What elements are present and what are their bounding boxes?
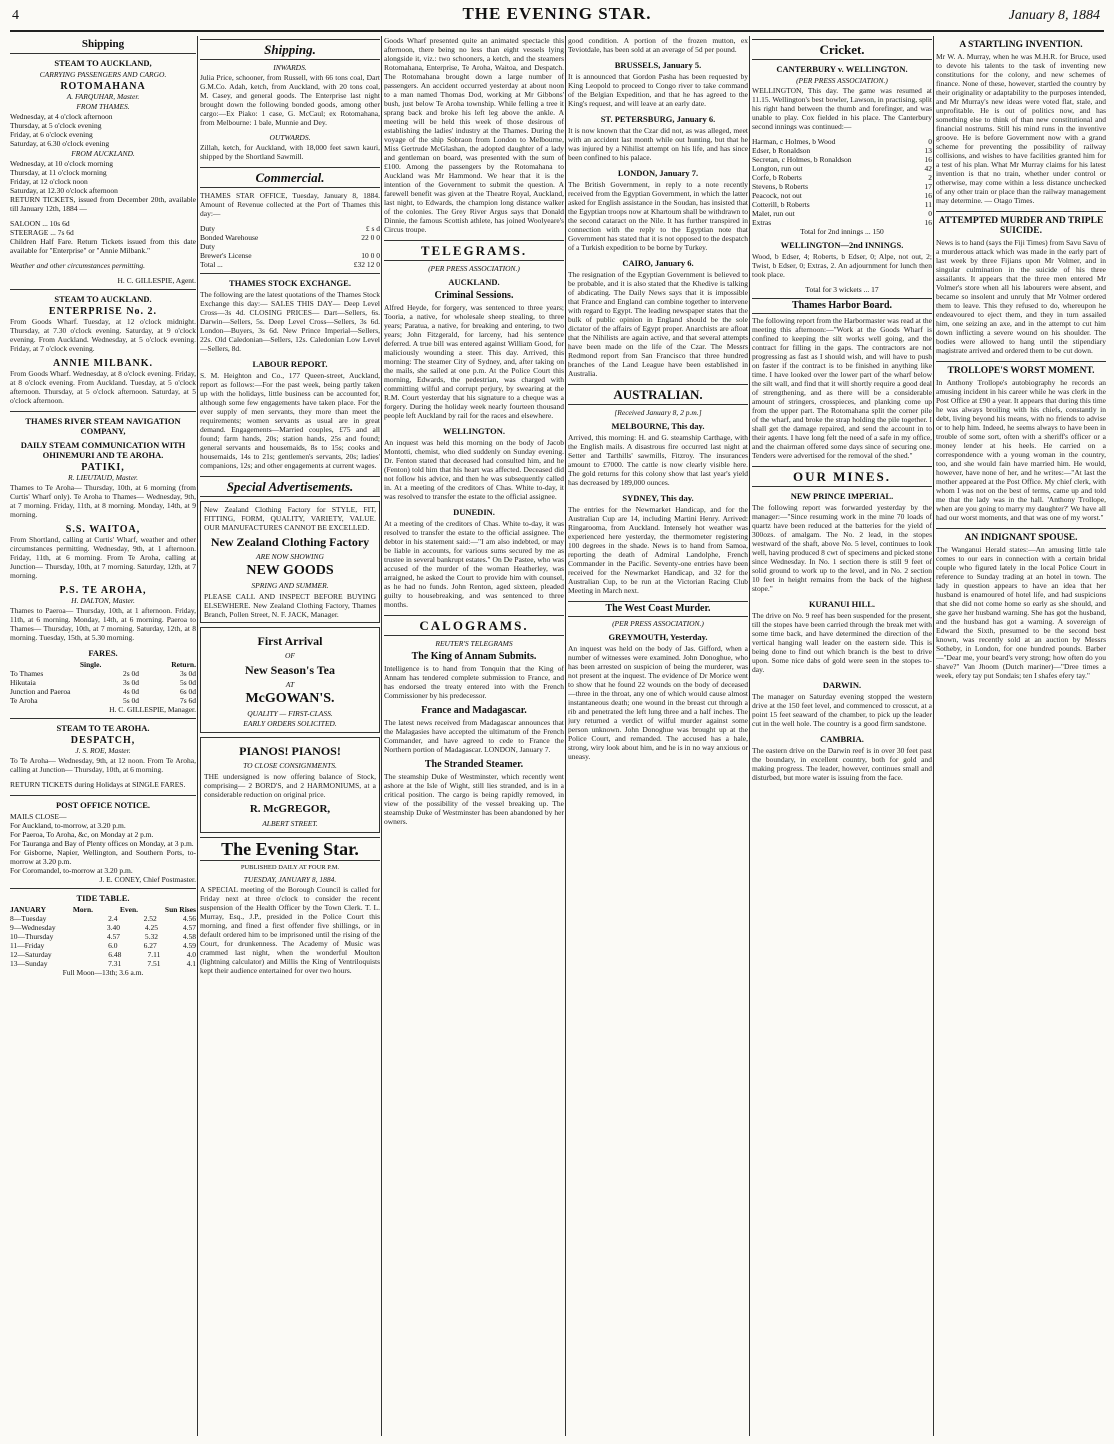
ad-text: PLEASE CALL AND INSPECT BEFORE BUYING ELSEWHERE. New Zealand Clothing Factory, Thames Branch, Pollen Street, N. F. JACK, Manager. (204, 592, 376, 619)
news-text: The steamship Duke of Westminster, which recently went ashore at the Isle of Wight, still lies stranded, and is in a critical position. The cargo is being rapidly removed, in view of the possibility of the vessel breaking up. The steamship Duke of Westminster has been abandoned by her owners. (384, 772, 564, 826)
batsman: Longton, run out (752, 164, 803, 173)
master: R. LIEUTAUD, Master. (67, 473, 139, 482)
labour-text: S. M. Heighton and Co., 177 Queen-street, Auckland, report as follows:—For the past week, being partly taken up with the holidays, little business can be accounted for, although some few engagements have taken place. For the ever supply of men servants, they more than meet the requirements; women servants as usual are in great demand. Engagements—Married couples, £75 and all found; farm hands, 20s; station hands, 25s and found; general servants and housemaids, 8s to 15s; cooks and housemaids, 14s to 21s; gentlemen's servants, 20s; ladies' companions, 12s; and other engagements at current wages. (200, 371, 380, 470)
batsman: Malet, run out (752, 209, 795, 218)
tide-even: 5.32 (144, 932, 158, 941)
schedule-line: Friday, at 12 o'clock noon (10, 177, 88, 186)
schedule-line: Thursday, at 5 o'clock evening (10, 121, 102, 130)
fare-return: 5s 0d (179, 678, 196, 687)
labour-head: LABOUR REPORT. (252, 359, 328, 369)
story-head: France and Madagascar. (421, 705, 527, 716)
news-text: The following report was forwarded yesterday by the manager:—"Since resuming work in the mine 70 loads of quartz have been reduced at the batteries for the yield of 300ozs. of amalgam. The No. 2 lead, in the stopes westward of the shaft, above No. 5 level, continues to look well, having produced 8 cwt of specimens and picked stone since Wednesday. In No. 1 section there is still 9 feet of solid ground to work up to the level, and in No. 2 section 10 feet in height remains from the back of the highest stope." (752, 503, 932, 593)
place-head: WELLINGTON. (443, 426, 505, 436)
column-rule (565, 36, 566, 1436)
tide-sun: 4.1 (186, 959, 196, 968)
shipping-text: Zillah, ketch, for Auckland, with 18,000 feet sawn kauri, shipped by the Shortland Sawmill. (200, 143, 380, 161)
ad-sub: CARRYING PASSENGERS AND CARGO. (39, 70, 167, 79)
batsman: Secretan, c Holmes, b Ronaldson (752, 155, 852, 164)
ad-text: THE undersigned is now offering balance of Stock, comprising— 2 BORD'S, and 2 HARMONIUMS, at a considerable reduction on original price. (204, 772, 376, 799)
news-text: WELLINGTON, This day. The game was resumed at 11.15. Wellington's best bowler, Lawson, in practising, split his right hand between the thumb and forefinger, and was unable to play. Cox fielded in his place. The Canterbury second innings was continued:— (752, 86, 932, 131)
divider (10, 795, 196, 796)
divider (936, 211, 1106, 212)
tide-head: TIDE TABLE. (76, 893, 130, 903)
customs-item: Duty (200, 224, 215, 233)
column-rule (933, 36, 934, 1436)
postmaster: J. E. CONEY, Chief Postmaster. (99, 875, 196, 884)
column-telegrams (384, 36, 564, 1436)
runs: 0 (928, 209, 932, 218)
story-head: A STARTLING INVENTION. (959, 40, 1083, 50)
ad-head: DAILY STEAM COMMUNICATION WITH OHINEMURI AND TE AROHA. (20, 440, 186, 460)
batsman: Stevens, b Roberts (752, 182, 809, 191)
schedule-line: Saturday, at 12.30 o'clock afternoon (10, 186, 118, 195)
dateline: CAIRO, January 6. (622, 258, 694, 268)
news-text: Goods Wharf presented quite an animated spectacle this afternoon, there being no less than eight vessels lying alongside it, viz.: two schooners, a ketch, and the steamers Rotomahana, Enterprise, Te Aroha, Waitoa, and Despatch. The Rotomahana brought down a large number of passengers. An accident occurred yesterday at about noon to a man named Thomas Dod, working at Mr Gibbons' bush, just below Te Aroha township. While felling a tree it sprang back and broke his left leg above the ankle. A meeting will be held this week of those desirous of establishing the ladies' industry at the Thames. During the voyage of the ship Sobraon from London to Melbourne, Miss Gertrude McGlashan, the adopted daughter of a lady and gentleman on board, was presented with the sum of £100. Among the passengers by the Rotomahana to Auckland was Mr Hammond. We hear that it is the intention of the Government to submit the question. A farewell benefit was given at the Theatre Royal, Auckland, last night, to Edwards, the champion long distance walker of the colonies. The Grey River Argus says that Donald Dinnie, the famous Scottish athlete, has joined Woolyeare's Circus troupe. (384, 36, 564, 234)
sub-head: OUTWARDS. (269, 133, 311, 142)
story-head: Thames Harbor Board. (752, 298, 932, 314)
sub-head: (PER PRESS ASSOCIATION.) (796, 76, 888, 85)
customs-item: Brewer's License (200, 251, 252, 260)
schedule-line: Thursday, at 11 o'clock morning (10, 168, 107, 177)
sub-head: INWARDS. (273, 63, 307, 72)
commercial-text: THAMES STAR OFFICE, Tuesday, January 8, 1884. Amount of Revenue collected at the Port of Thames this day:— (200, 191, 380, 218)
fare-single: 3s 0d (122, 678, 139, 687)
fare-single: 4s 0d (122, 687, 139, 696)
news-text: An inquest was held on the body of Jas. Gifford, when a number of witnesses were examined. John Donoghue, who has been arrested on suspicion of being the murderer, was not present at the inquest. The evidence of Dr Morice went to show that he found 22 wounds on the body of deceased—three in the throat, any one of which would cause almost instantaneous death; one wound in the breast cut through a rib and penetrated the left lung three and a half inches. The jury returned a verdict of wilful murder against some person unknown. John Donoghue was brought up at the Police Court, and remanded. The accused has a hale, strong, wiry look about him, and he is in no way anxious or uneasy. (568, 644, 748, 761)
tea-ad (200, 627, 380, 733)
schedule-head: FROM THAMES. (76, 102, 130, 111)
dateline: SYDNEY, This day. (622, 493, 694, 503)
ad-title: R. McGREGOR, (249, 803, 331, 815)
schedule-line: Wednesday, at 10 o'clock morning (10, 159, 113, 168)
tide-day: 11—Friday (10, 941, 45, 950)
customs-row (200, 260, 380, 269)
tide-col: Morn. (72, 905, 94, 914)
ship-name: ENTERPRISE No. 2. (48, 306, 158, 317)
score-row (752, 137, 932, 146)
schedule-line: Wednesday, at 4 o'clock afternoon (10, 112, 113, 121)
customs-amount: £ s d (365, 224, 380, 233)
schedule-text: From Goods Wharf. Tuesday, at 12 o'clock midnight. Thursday, at 7.30 o'clock evening. Saturday, at 9 o'clock evening. From Auckland. Wednesday, at 5 o'clock evening. Friday, at 7 o'clock evening. (10, 317, 196, 353)
news-text: In Anthony Trollope's autobiography he records an amusing incident in his career while he was clerk in the Post Office at £90 a year. It appears that during this time he was always broiling with his chiefs, constantly in debt, living beyond his means, with no friends to advise or to help him. Indeed, he seems always to have been in trouble of some sort, often with a sheriff's officer or a money lender at his heels. He carried on a correspondence with a young woman in the country, too, and she would fain have married him. He would, however, have none of her, and he writes:—"At last the mother appeared at the Post Office. My chief clerk, with whom I was not on the best of terms, came up and told me that the lady was in the hall. 'Anthony Trollope, when are you going to marry my daughter?' We have all had our worst moments, and that was one of my worst." (936, 378, 1106, 522)
sub-head: (PER PRESS ASSOCIATION.) (428, 264, 520, 273)
tide-row (10, 914, 196, 923)
fare-row (10, 669, 196, 678)
fare-dest: To Thames (10, 669, 44, 678)
news-text: Intelligence is to hand from Tonquin that the King of Annam has tendered complete submission to France, and has endorsed the treaty entered into with the French Commissioner by his predecessor. (384, 664, 564, 700)
runs: 13 (924, 146, 932, 155)
runs: 2 (928, 173, 932, 182)
mine-head: CAMBRIA. (820, 734, 864, 744)
tide-row (10, 959, 196, 968)
issue-date: January 8, 1884 (1008, 8, 1100, 23)
tide-even: 2.52 (143, 914, 157, 923)
news-text: The drive on No. 9 reef has been suspended for the present, till the stopes have been carried through the break met with some time back, and have determined the direction of the vertical hanging wall leader on the eastern side. This is being done to find out which branch is the best to drive upon. Some nice dabs of gold were seen in the stopes to-day. (752, 611, 932, 674)
news-text: The latest news received from Madagascar announces that the Malagasies have accepted the ultimatum of the French Commander, and have agreed to cede to France the Northern portion of Madagascar. LONDON, January 7. (384, 718, 564, 754)
tide-morn: 3.40 (106, 923, 120, 932)
story-head: The King of Annam Submits. (411, 651, 537, 662)
schedule-text: To Te Aroha— Wednesday, 9th, at 12 noon. From Te Aroha, calling at Junction— Thursday, 10th, at 6 morning. (10, 756, 196, 774)
runs: 16 (924, 155, 932, 164)
fare-return: 3s 0d (179, 669, 196, 678)
post-line: For Auckland, to-morrow, at 3.20 p.m. (10, 821, 126, 830)
ship-name: P.S. TE AROHA, (59, 585, 147, 596)
ad-title: New Zealand Clothing Factory (210, 535, 370, 549)
section-head: CALOGRAMS. (384, 615, 564, 636)
runs: 11 (924, 200, 932, 209)
story-head: AN INDIGNANT SPOUSE. (964, 533, 1078, 543)
score-row (752, 200, 932, 209)
story-head: The West Coast Murder. (568, 601, 748, 617)
column-cricket-mines (752, 36, 932, 1436)
ad-text: New Zealand Clothing Factory for STYLE, FIT, FITTING, FORM, QUALITY, VARIETY, VALUE. OUR MANUFACTURES CANNOT BE EXCELLED. (204, 505, 376, 532)
fare-single: 5s 0d (122, 696, 139, 705)
customs-row (200, 224, 380, 233)
agent: H. C. GILLESPIE, Agent. (117, 276, 196, 285)
tide-even: 7.51 (147, 959, 161, 968)
ad-sub: SPRING AND SUMMER. (251, 581, 329, 590)
schedule-head: FROM AUCKLAND. (71, 149, 135, 158)
tide-col: Even. (119, 905, 139, 914)
section-head: Special Advertisements. (200, 476, 380, 497)
news-text: Alfred Heyde, for forgery, was sentenced to three years; Tooria, a native, for wholesale sheep stealing, to three years; Paratua, a native, for breaking and entering, to two years; John Fitzgerald, for larceny, had his sentence deferred. A true bill was entered against William Good, for maliciously wounding a steer. This day. Arrived, this morning: The steamer City of Sydney, and, after taking on the mails, she sailed at one p.m. At the Police Court this morning, Edwards, the pedestrian, was charged with committing wilful and corrupt perjury, by swearing at the R.M. Court yesterday that his signature to a cheque was a forgery. During the holiday week nearly fourteen thousand people left Auckland by rail for the races and elsewhere. (384, 303, 564, 420)
sub-head: [Received January 8, 2 p.m.] (614, 408, 702, 417)
ship-name: S.S. WAITOA, (65, 524, 141, 535)
runs: 16 (924, 218, 932, 227)
tide-morn: 7.31 (108, 959, 122, 968)
customs-item: Bonded Warehouse Duty (200, 233, 259, 251)
ad-title: New Season's Tea (244, 663, 336, 677)
runs: 42 (924, 164, 932, 173)
innings-total: Total for 3 wickets ... 17 (805, 285, 879, 294)
column-commercial (200, 36, 380, 1436)
fare-row (10, 678, 196, 687)
batsman: Peacock, not out (752, 191, 802, 200)
news-text: The Wanganui Herald states:—An amusing little tale comes to our ears in connection with a certain bridal couple who figured lately in the local Police Court in reference to Sunday trading at an hotel in town. The lady in question appears to have an idea that her husband is enamoured of hotel life, and had suspicions that she did not come home so early as she should, and she gave her husband warning. She has got the husband, and the husband has got a warning. A sovereign of Edward the Sixth, presumed to be the second best known, was recently sold at an auction by Messrs Sotheby, in London, for one hundred pounds. Barber—"Dear me, your beard's very strong; how often do you shave?" Van Jhoom (Dutch mariner)—"Dree times a week, efery tay put Sondais; ten I shafes efery tay." (936, 545, 1106, 680)
fare-return: 6s 0d (179, 687, 196, 696)
score-row (752, 155, 932, 164)
tide-even: 6.27 (143, 941, 157, 950)
column-rule (197, 36, 198, 1436)
score-row (752, 218, 932, 227)
tide-sun: 4.0 (186, 950, 196, 959)
mine-head: KURANUI HILL. (808, 599, 876, 609)
stock-text: The following are the latest quotations of the Thames Stock Exchange this day:— SALES THIS DAY— Deep Level Cross—3s 4d. CLOSING PRICES— Dart—Sellers, 6s. Darwin—Sellers, 5s. Deep Level Cross—Sellers, 3s 6d. London—Buyers, 3s 6d. New Prince Imperial—Sellers, 22s. Old Caledonian—Sellers, 12s. Caledonian Low Level—Sellers, 8d. (200, 290, 380, 353)
ad-sub: ARE NOW SHOWING (256, 552, 324, 561)
batsman: Edser, b Ronaldson (752, 146, 811, 155)
tide-sun: 4.57 (182, 923, 196, 932)
tide-row (10, 923, 196, 932)
issue-date-line: TUESDAY, JANUARY 8, 1884. (243, 875, 337, 884)
tide-row (10, 941, 196, 950)
ad-head: STEAM TO TE AROHA. (56, 723, 150, 733)
score-row (752, 146, 932, 155)
page-number: 4 (12, 8, 19, 23)
news-text: The eastern drive on the Darwin reef is in over 30 feet past the boundary, in excellent country, both for gold and making progress. The leader, however, continues small and disturbed, but more water is issuing from the face. (752, 746, 932, 782)
runs: 17 (924, 182, 932, 191)
dateline: MELBOURNE, This day. (611, 421, 705, 431)
ship-name: ANNIE MILBANK. (52, 358, 154, 369)
full-moon: Full Moon—13th; 3.6 a.m. (62, 968, 144, 977)
agent: H. C. GILLESPIE, Manager. (109, 705, 196, 714)
divider (936, 528, 1106, 529)
tide-day: 9—Wednesday (10, 923, 56, 932)
tide-row (10, 950, 196, 959)
score-row (752, 191, 932, 200)
place-head: AUCKLAND. (448, 277, 500, 287)
master: J. S. ROE, Master. (75, 746, 131, 755)
fare-line: SALOON ... 10s 6d (10, 219, 70, 228)
schedule-line: Saturday, at 6.30 o'clock evening (10, 139, 110, 148)
children-fare: Children Half Fare. Return Tickets issued from this date available for "Enterprise" or "Annie Milbank." (10, 237, 196, 255)
tide-day: 8—Tuesday (10, 914, 47, 923)
section-head: TELEGRAMS. (384, 240, 564, 261)
divider (10, 718, 196, 719)
ad-sub: OF (285, 651, 295, 660)
batsman: Harman, c Holmes, b Wood (752, 137, 836, 146)
evening-star-masthead: The Evening Star. (200, 837, 380, 861)
runs: 16 (924, 191, 932, 200)
column-miscellany (936, 36, 1106, 1436)
ship-name: ROTOMAHANA (60, 81, 146, 92)
news-text: Wood, b Edser, 4; Roberts, b Edser, 0; Alpe, not out, 2; Twist, b Edser, 0; Extras, 2. An adjournment for lunch then took place. (752, 252, 932, 279)
section-head: Commercial. (200, 167, 380, 188)
tide-morn: 6.0 (108, 941, 118, 950)
schedule-text: From Goods Wharf. Wednesday, at 8 o'clock evening. Friday, at 8 o'clock evening. From Auckland. Tuesday, at 5 o'clock afternoon. Thursday, at 5 o'clock afternoon. Saturday, at 5 o'clock afternoon. (10, 369, 196, 405)
divider (936, 361, 1106, 362)
ship-name: PATIKI, (81, 462, 125, 473)
shipping-text: Julia Price, schooner, from Russell, with 66 tons coal, Dart G.M.Co. Adah, ketch, from Auckland, with 20 tons coal, M. Casey, and general goods. The Enterprise last night brought down the following bonded goods, among other cargo:—Ex Piako: 1 case, G. McCaul; ex Rotomahana, from Melbourne: 1 bale, Munnie and Dey. (200, 73, 380, 127)
schedule-text: Thames to Paeroa— Thursday, 10th, at 1 afternoon. Friday, 11th, at 6 morning. Monday, 14th, at 6 morning. Paeroa to Thames— Thursday, 10th, at 7 morning. Saturday, 12th, at 8 morning. Tuesday, 15th, at 5.30 morning. (10, 606, 196, 642)
fare-line: STEERAGE ... 7s 6d (10, 228, 74, 237)
fares-col: Single. (79, 660, 102, 669)
ad-head: STEAM TO AUCKLAND. (54, 294, 152, 304)
customs-amount: 22 0 0 (361, 233, 380, 242)
newspaper-title: THE EVENING STAR. (462, 4, 652, 23)
news-text: The following report from the Harbormaster was read at the meeting this afternoon:—"Work at the Goods Wharf is confined to keeping the silt works well going, and the contract for filling in the gaps. The contractors are not progressing as fast as I should wish, and will have to push on faster if the contract is to be finished in anything like time. I have looked over the lower part of the wharf below the silt wall, and find that it will shortly require a good deal of strengthening, and as there will be a considerable amount of stringers, crosspieces, and planking come up from the upper part. The Rotomahana split the corner pile of the wharf, and broke the strap holding the pile together. I shall get the damage repaired, and send the account in to their agents. I have long felt the need of a safe in my office, and the chairman offered some days since of securing one. Tenders were advertised for the removal of the shed." (752, 316, 932, 460)
ad-sub: ALBERT STREET. (262, 819, 318, 828)
ad-title: NEW GOODS (246, 563, 334, 578)
fares-header (10, 660, 196, 669)
piano-ad (200, 737, 380, 833)
runs: 0 (928, 137, 932, 146)
stock-head: THAMES STOCK EXCHANGE. (229, 278, 351, 288)
ad-sub: QUALITY — FIRST-CLASS. (247, 709, 333, 718)
post-line: For Tauranga and Bay of Plenty offices on Monday, at 3 p.m. (10, 839, 194, 848)
tide-even: 7.11 (147, 950, 161, 959)
fare-dest: Te Aroha (10, 696, 38, 705)
tide-sun: 4.59 (182, 941, 196, 950)
customs-row (200, 233, 380, 251)
tide-even: 4.25 (144, 923, 158, 932)
score-row (752, 182, 932, 191)
schedule-text: From Shortland, calling at Curtis' Wharf, weather and other circumstances permitting. Wednesday, 9th, at 1 afternoon. Friday, 11th, at 6 morning. From Te Aroha, calling at Junction— Thursday, 10th, at 7 morning. Saturday, 12th, at 7 morning. (10, 535, 196, 580)
dateline: ST. PETERSBURG, January 6. (600, 114, 716, 124)
post-line: For Gisborne, Napier, Wellington, and Southern Ports, to-morrow at 3.20 p.m. (10, 848, 196, 866)
batsman: Extras (752, 218, 772, 227)
tide-morn: 4.57 (106, 932, 120, 941)
mine-head: NEW PRINCE IMPERIAL. (790, 491, 894, 501)
fare-single: 2s 0d (122, 669, 139, 678)
post-line: MAILS CLOSE— (10, 812, 67, 821)
weather-note: Weather and other circumstances permitting. (10, 261, 146, 270)
score-row (752, 209, 932, 218)
fares-head: FARES. (88, 648, 118, 658)
batsman: Cotterill, b Roberts (752, 200, 810, 209)
tide-day: 13—Sunday (10, 959, 48, 968)
divider (10, 888, 196, 889)
masthead (10, 0, 1104, 32)
ad-title: First Arrival (257, 634, 323, 648)
column-rule (381, 36, 382, 1436)
sub-head: REUTER'S TELEGRAMS (435, 639, 513, 648)
divider (10, 411, 196, 412)
news-text: It is announced that Gordon Pasha has been requested by King Leopold to proceed to Congo river to take command of the Belgian Expedition, and that he has agreed to the King's request, and will leave at an early date. (568, 72, 748, 108)
tide-row (10, 932, 196, 941)
customs-item: Total ... (200, 260, 223, 269)
news-text: The British Government, in reply to a note recently received from the Egyptian Government, in which the latter asked for English assistance in the Soudan, has insisted that the Egyptian troops now at Khartoum shall be withdrawn to the second cataract on the Nile. It has further transpired in connection with the reply to the Egyptian note that Government has stated that it is not opposed to the despatch of a Turkish expedition to be borne by Turkey. (568, 180, 748, 252)
section-head: Shipping (10, 38, 196, 54)
story-head: TROLLOPE'S WORST MOMENT. (947, 366, 1095, 376)
section-head: Cricket. (752, 39, 932, 60)
ship-name: DESPATCH, (70, 735, 136, 746)
clothing-ad (200, 501, 380, 623)
fare-row (10, 696, 196, 705)
master: H. DALTON, Master. (71, 596, 135, 605)
ad-head: THAMES RIVER STEAM NAVIGATION COMPANY, (25, 416, 181, 436)
story-head: ATTEMPTED MURDER AND TRIPLE SUICIDE. (938, 216, 1104, 236)
ad-head: STEAM TO AUCKLAND, (54, 58, 152, 68)
fares-col: Return. (171, 660, 196, 669)
dateline: GREYMOUTH, Yesterday. (608, 632, 708, 642)
batsman: Corfe, b Roberts (752, 173, 802, 182)
dateline: LONDON, January 7. (617, 168, 699, 178)
match-head: CANTERBURY v. WELLINGTON. (776, 64, 908, 74)
news-text: News is to hand (says the Fiji Times) from Savu Savu of a murderous attack which was made in the early part of last week by three Fijians upon Mr Volmer, and in singular culmination in the suicide of his three assailants. It appears that the three men entered Mr Volmer's store when all his labourers were absent, and became so insolent and unruly that Mr Volmer ordered them to leave. This they refused to do, whereupon he endeavoured to eject them, and they in turn assailed him, one seizing an axe, and in the attempt to cut him down inflicting a severe wound on his shoulder. The bodies were allowed to hang until the stipendiary magistrate arrived and ordered them to be cut down. (936, 238, 1106, 355)
schedule-line: Friday, at 6 o'clock evening (10, 130, 93, 139)
sub-head: (PER PRESS ASSOCIATION.) (612, 619, 704, 628)
news-text: Arrived, this morning: H. and G. steamship Carthage, with the English mails. A disastrous fire occurred last night at Setter and Tarthills' sawmills, Fitzroy. The insurances amount to £7000. The cattle is now clearly visible here. The gold returns for this colony show that last year's yield has decreased by 189,000 ounces. (568, 433, 748, 487)
dateline: BRUSSELS, January 5. (614, 60, 702, 70)
section-head: AUSTRALIAN. (568, 384, 748, 405)
publisher-line: PUBLISHED DAILY AT FOUR P.M. (240, 864, 340, 871)
column-foreign (568, 36, 748, 1436)
customs-amount: £32 12 0 (353, 260, 380, 269)
tide-col: Sun Rises (164, 905, 196, 914)
ad-title: PIANOS! PIANOS! (239, 744, 341, 758)
ad-title: McGOWAN'S. (245, 691, 335, 706)
tide-morn: 6.48 (108, 950, 122, 959)
news-text: It is now known that the Czar did not, as was alleged, meet with an accident last month while out hunting, but that he was injured by a Nihilist attempt on his life, and has since been confined to his palace. (568, 126, 748, 162)
tide-sun: 4.58 (182, 932, 196, 941)
return-tickets: RETURN TICKETS, issued from December 20th, available till January 12th, 1884 — (10, 195, 196, 213)
column-rule (749, 36, 750, 1436)
story-head: The Stranded Steamer. (424, 759, 524, 770)
innings-total: Total for 2nd innings ... 150 (800, 227, 884, 236)
post-line: For Paeroa, To Aroha, &c, on Monday at 2 p.m. (10, 830, 154, 839)
column-shipping (10, 36, 196, 1436)
news-text: good condition. A portion of the frozen mutton, ex Teviotdale, has been sold at an average of 5d per pound. (568, 36, 748, 54)
customs-amount: 10 0 0 (361, 251, 380, 260)
news-text: At a meeting of the creditors of Chas. White to-day, it was resolved to transfer the estate to the official assignee. The debtor in his statement said:—"I am also indebted, or may be liable in accounts, for various sums secured by me as trustee in several bankrupt estates." On De Pastee, who was accused of the murder of the woman Heatherley, was arraigned, he asked the Court to provide him with counsel, as he had no funds. John Renton, aged sixteen, pleaded guilty to housebreaking, and was sentenced to three months. (384, 519, 564, 609)
news-text: Mr W. A. Murray, when he was M.H.R. for Bruce, used to devote his talents to the task of inventing new constitutions for the colony, and new schemes of finance. None of these, however, startled the country by their originality or adaptability to the purposes intended, and Mr Murray's new ideas were voted flat, stale, and unprofitable. He is out of politics now, and has something else to think of than new constitutional and financial nostrums. Still his mind runs in the inventive groove. He is before Government now with a grand scheme for preventing the possibility of railway collisions, and wishes to have facilities granted him for a test of his plan. What Mr Murray claims for his latest invention is that no train, whether under control or otherwise, may come within a less distance unchecked of any other train or place than the railway management may determine. — Otago Times. (936, 52, 1106, 205)
score-row (752, 164, 932, 173)
fare-dest: Junction and Paeroa (10, 687, 71, 696)
tide-header (10, 905, 196, 914)
ad-sub: EARLY ORDERS SOLICITED. (243, 719, 337, 728)
news-text: The manager on Saturday evening stopped the western drive at the 150 feet level, and commenced to crosscut, at a point 15 feet seaward of the chamber, to pick up the leader cut in the well hole. The country is a good firm sandstone. (752, 692, 932, 728)
mine-head: DARWIN. (822, 680, 862, 690)
customs-row (200, 251, 380, 260)
news-text: The resignation of the Egyptian Government is believed to be probable, and it is also stated that the Khedive is talking of abdicating. The Daily News says that it is impossible that France and England can combine together to intervene with regard to Egypt. The leading newspaper states that the bulk of public opinion in England should be the sole dictator of the affairs of Egypt proper. Anarchists are afloat that the Nihilists are again active, and that several attempts have been made on the life of the Czar. The Messrs Redmond report from San Francisco that three hundred branches of the Land League have been established in Australia. (568, 270, 748, 378)
section-head: OUR MINES. (752, 466, 932, 487)
master: A. FARQUHAR, Master. (66, 92, 140, 101)
tide-sun: 4.56 (182, 914, 196, 923)
score-row (752, 173, 932, 182)
section-head: Shipping. (200, 39, 380, 60)
editorial-text: A SPECIAL meeting of the Borough Council is called for Friday next at three o'clock to consider the recent suspension of the Health Officer by the Town Clerk. T. L. Murray, Esq., J.P., presided in the Police Court this morning, and fined a first offender five shillings, or in default ordered him to be imprisoned until the rising of the Court, for drunkenness. The Academy of Music was crammed last night, when the wonderful Moulton (lightning calculator) and Millis the King of Ventriloquists kept their audience entertained for over two hours. (200, 885, 380, 975)
fare-dest: Hikutaia (10, 678, 36, 687)
ad-sub: AT (285, 680, 295, 689)
tide-morn: 2.4 (108, 914, 118, 923)
ad-sub: TO CLOSE CONSIGNMENTS. (243, 761, 337, 770)
tide-day: 10—Thursday (10, 932, 54, 941)
tide-day: 12—Saturday (10, 950, 52, 959)
tide-col: JANUARY (10, 905, 46, 914)
story-head: Criminal Sessions. (434, 290, 514, 301)
place-head: DUNEDIN. (453, 507, 495, 517)
post-head: POST OFFICE NOTICE. (55, 800, 151, 810)
schedule-text: Thames to Te Aroha— Thursday, 10th, at 6 morning (from Curtis' Wharf only). Te Aroha to Thames— Wednesday, 9th, at 7 morning. Friday, 11th, at 8 morning. Monday, 14th, at 9 morning. (10, 483, 196, 519)
divider (200, 273, 380, 274)
fare-row (10, 687, 196, 696)
fare-return: 7s 6d (179, 696, 196, 705)
news-text: An inquest was held this morning on the body of Jacob Montotti, chemist, who died suddenly on Sunday evening. Dr. Fenton stated that deceased had consulted him, and he (Fenton) told him that his heart was affected. Deceased did not follow his advice, and then he was subsequently called in. At a meeting of the creditors of Chas. White to-day, it was resolved to transfer the estate to the official assignee. (384, 438, 564, 501)
innings-head: WELLINGTON—2nd INNINGS. (780, 240, 904, 250)
news-text: The entries for the Newmarket Handicap, and for the Australian Cup are 14, including Martini Henry. Arrived: Ringarooma, from Auckland. Intensely hot weather was experienced here yesterday, the thermometer registering 100 degrees in the shade. News is to hand from Samoa, reporting the death of Admiral Landolphe, French Commander in the Pacific. Seventy-one entries have been received for the Newmarket Handicap, and 32 for the Australian Cup, to be run at the Victorian Racing Club Meeting in March next. (568, 505, 748, 595)
return-note: RETURN TICKETS during Holidays at SINGLE FARES. (10, 780, 186, 789)
post-line: For Coromandel, to-morrow at 3.20 p.m. (10, 866, 133, 875)
divider (10, 289, 196, 290)
